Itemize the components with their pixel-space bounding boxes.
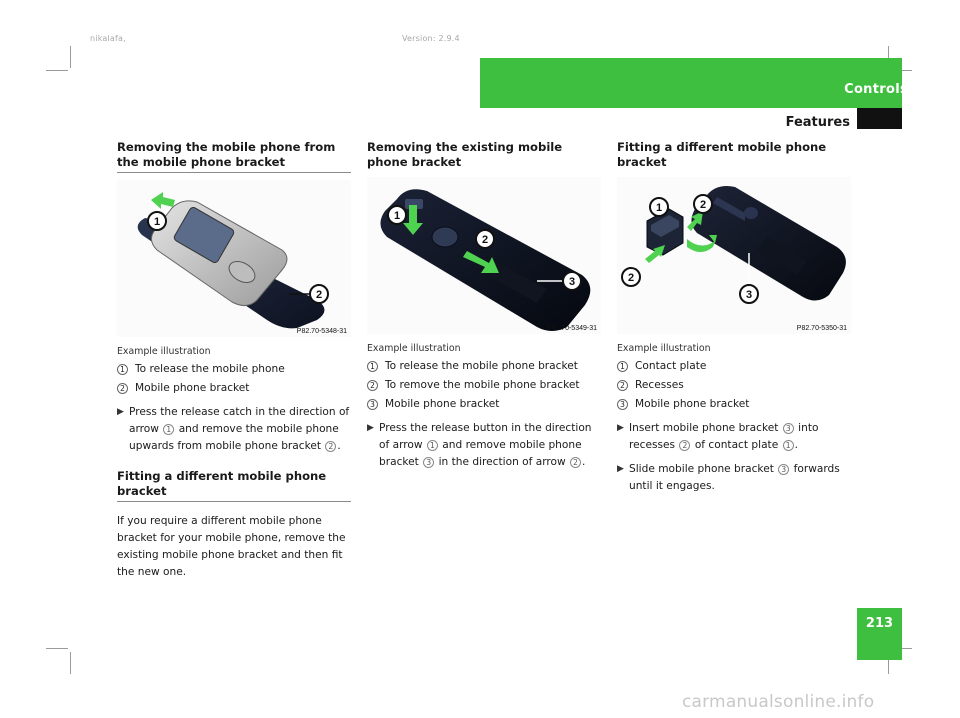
legend-item xyxy=(367,358,601,375)
heading-rule xyxy=(117,172,351,173)
callout-number: 1 xyxy=(117,364,128,375)
legend-item xyxy=(617,358,851,375)
column-removing-phone xyxy=(117,140,351,581)
inline-callout: 1 xyxy=(783,440,794,451)
crop-mark xyxy=(46,648,68,649)
callout-number: 2 xyxy=(367,380,378,391)
inline-callout: 1 xyxy=(427,440,438,451)
svg-text:2: 2 xyxy=(699,199,707,211)
watermark-text: carmanualsonline.info xyxy=(682,692,875,712)
inline-callout: 2 xyxy=(325,441,336,452)
subsection xyxy=(117,469,351,581)
column-removing-bracket xyxy=(367,140,601,471)
svg-text:1: 1 xyxy=(655,202,663,214)
legend-item xyxy=(367,396,601,413)
inline-callout: 2 xyxy=(679,440,690,451)
section-tab xyxy=(480,58,902,108)
legend-text: Mobile phone bracket xyxy=(635,398,750,410)
triangle-right-icon: ▶ xyxy=(617,423,624,433)
instruction-step xyxy=(617,420,851,454)
print-meta-left: nikalafa, xyxy=(90,34,126,43)
section-heading: Removing the mobile phone from the mobile phone bracket xyxy=(117,140,336,169)
step-text: and remove mobile phone bracket xyxy=(379,439,582,468)
instruction-step xyxy=(617,461,851,495)
step-text: of contact plate xyxy=(694,439,779,451)
legend-text: To release the mobile phone bracket xyxy=(385,360,578,372)
step-text: . xyxy=(794,439,798,451)
legend-text: To remove the mobile phone bracket xyxy=(385,379,580,391)
illustration-bracket-release xyxy=(367,177,601,334)
legend-text: To release the mobile phone xyxy=(135,363,285,375)
legend-item xyxy=(117,361,351,378)
svg-text:1: 1 xyxy=(393,210,401,222)
inline-callout: 3 xyxy=(423,457,434,468)
svg-text:2: 2 xyxy=(627,272,635,284)
illustration-bracket-fitting xyxy=(617,177,851,334)
triangle-right-icon: ▶ xyxy=(617,464,624,474)
figure-code: P82.70-5350-31 xyxy=(796,325,847,332)
legend-item xyxy=(617,396,851,413)
callout-number: 3 xyxy=(617,399,628,410)
callout-number: 2 xyxy=(617,380,628,391)
subsection-marker xyxy=(857,108,902,129)
illustration-phone-in-bracket xyxy=(117,180,351,337)
svg-text:2: 2 xyxy=(315,289,323,301)
callout-number: 1 xyxy=(617,361,628,372)
step-text: in the direction of arrow xyxy=(438,456,566,468)
callout-number: 2 xyxy=(117,383,128,394)
crop-mark xyxy=(70,652,71,674)
svg-text:3: 3 xyxy=(745,289,753,301)
svg-text:3: 3 xyxy=(568,276,576,288)
watermark-bar xyxy=(0,686,960,718)
crop-mark xyxy=(70,46,71,68)
legend-item xyxy=(617,377,851,394)
heading-rule xyxy=(117,501,351,502)
section-heading: Removing the existing mobile phone bracket xyxy=(367,140,563,169)
callout-number: 1 xyxy=(367,361,378,372)
print-meta-right: Version: 2.9.4 xyxy=(402,34,460,43)
figure-code: P82.70-5349-31 xyxy=(546,325,597,332)
step-text: Press the release button in the direction of arrow xyxy=(379,422,592,451)
step-text: into recesses xyxy=(629,422,819,451)
section-heading: Fitting a different mobile phone bracket xyxy=(117,469,327,498)
page-number: 213 xyxy=(865,616,894,631)
body-paragraph: If you require a different mobile phone bracket for your mobile phone, remove the existing mobile phone bracket and then fit the new one. xyxy=(117,515,346,578)
instruction-step xyxy=(117,404,351,455)
legend-text: Recesses xyxy=(635,379,684,391)
section-heading: Fitting a different mobile phone bracket xyxy=(617,140,827,169)
figure-code: P82.70-5348-31 xyxy=(296,328,347,335)
step-text: . xyxy=(337,440,341,452)
crop-mark xyxy=(46,70,68,71)
legend-text: Mobile phone bracket xyxy=(385,398,500,410)
instruction-step xyxy=(367,420,601,471)
step-text: . xyxy=(582,456,586,468)
step-text: and remove the mobile phone upwards from mobile phone bracket xyxy=(129,423,339,452)
column-fitting-bracket xyxy=(617,140,851,495)
legend-item xyxy=(367,377,601,394)
step-text: forwards until it engages. xyxy=(629,463,840,492)
legend-item xyxy=(117,380,351,397)
callout-number: 3 xyxy=(367,399,378,410)
triangle-right-icon: ▶ xyxy=(117,407,124,417)
svg-text:2: 2 xyxy=(481,234,489,246)
inline-callout: 3 xyxy=(778,464,789,475)
figure-caption: Example illustration xyxy=(117,346,211,357)
inline-callout: 3 xyxy=(783,423,794,434)
step-text: Press the release catch in the direction of arrow xyxy=(129,406,350,435)
legend-text: Mobile phone bracket xyxy=(135,382,250,394)
legend-text: Contact plate xyxy=(635,360,707,372)
subsection-title: Features xyxy=(785,115,850,130)
figure-caption: Example illustration xyxy=(617,343,711,354)
triangle-right-icon: ▶ xyxy=(367,423,374,433)
inline-callout: 1 xyxy=(163,424,174,435)
svg-text:1: 1 xyxy=(153,216,161,228)
section-title: Controls xyxy=(844,82,908,97)
inline-callout: 2 xyxy=(570,457,581,468)
step-text: Insert mobile phone bracket xyxy=(629,422,779,434)
step-text: Slide mobile phone bracket xyxy=(629,463,774,475)
figure-caption: Example illustration xyxy=(367,343,461,354)
